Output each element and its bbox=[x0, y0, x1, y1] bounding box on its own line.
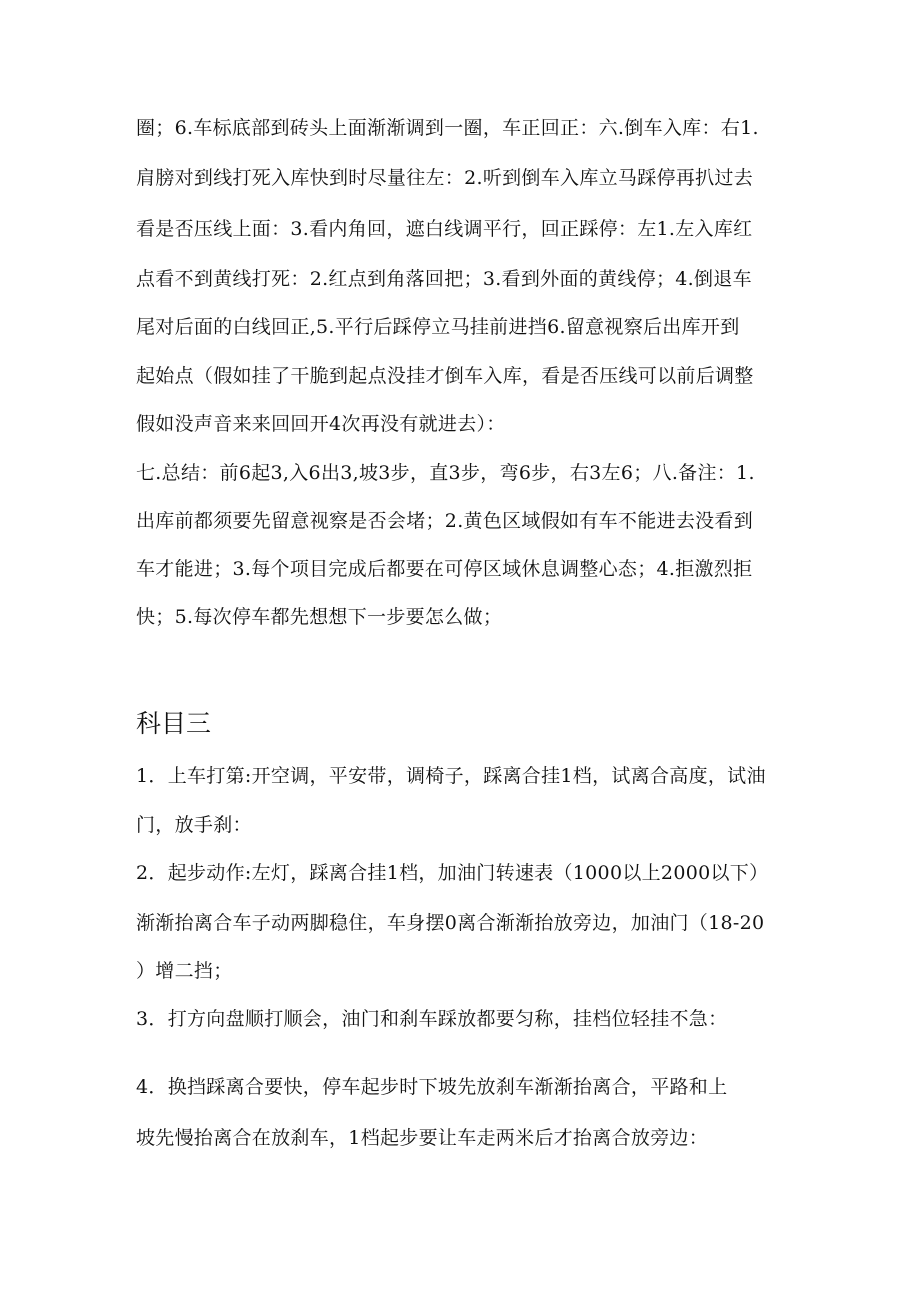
paragraph-line: 门，放手刹： bbox=[136, 814, 252, 836]
paragraph-line: 2．起步动作:左灯，踩离合挂1档，加油门转速表（1000以上2000以下） bbox=[136, 862, 769, 884]
paragraph-line: 渐渐抬离合车子动两脚稳住，车身摆0离合渐渐抬放旁边，加油门（18-20 bbox=[136, 912, 765, 934]
paragraph-line: 点看不到黄线打死：2.红点到角落回把；3.看到外面的黄线停；4.倒退车 bbox=[136, 268, 752, 290]
paragraph-line: 4．换挡踩离合要快，停车起步时下坡先放刹车渐渐抬离合，平路和上 bbox=[136, 1076, 728, 1098]
paragraph-line: 七.总结：前6起3,入6出3,坡3步，直3步，弯6步，右3左6；八.备注：1. bbox=[136, 462, 755, 484]
paragraph-line: 坡先慢抬离合在放刹车，1档起步要让车走两米后才抬离合放旁边： bbox=[136, 1127, 709, 1149]
paragraph-line: 车才能进；3.每个项目完成后都要在可停区域休息调整心态；4.拒激烈拒 bbox=[136, 558, 753, 580]
paragraph-line: 3．打方向盘顺打顺会，油门和刹车踩放都要匀称，挂档位轻挂不急： bbox=[136, 1008, 728, 1030]
paragraph-line: 尾对后面的白线回正,5.平行后踩停立马挂前进挡6.留意视察后出库开到 bbox=[136, 316, 740, 338]
paragraph-line: 看是否压线上面：3.看内角回，遮白线调平行，回正踩停：左1.左入库红 bbox=[136, 218, 753, 240]
section-heading: 科目三 bbox=[136, 709, 212, 738]
paragraph-line: 假如没声音来来回回开4次再没有就进去）： bbox=[136, 413, 506, 435]
paragraph-line: 圈；6.车标底部到砖头上面渐渐调到一圈，车正回正：六.倒车入库：右1. bbox=[136, 117, 759, 139]
paragraph-line: ）增二挡； bbox=[136, 960, 233, 982]
paragraph-line: 起始点（假如挂了干脆到起点没挂才倒车入库，看是否压线可以前后调整 bbox=[136, 365, 754, 387]
paragraph-line: 快；5.每次停车都先想想下一步要怎么做； bbox=[136, 606, 503, 628]
paragraph-line: 1．上车打第:开空调，平安带，调椅子，踩离合挂1档，试离合高度，试油 bbox=[136, 765, 766, 787]
paragraph-line: 出库前都须要先留意视察是否会堵；2.黄色区域假如有车不能进去没看到 bbox=[136, 510, 754, 532]
paragraph-line: 肩膀对到线打死入库快到时尽量往左：2.听到倒车入库立马踩停再扒过去 bbox=[136, 167, 754, 189]
